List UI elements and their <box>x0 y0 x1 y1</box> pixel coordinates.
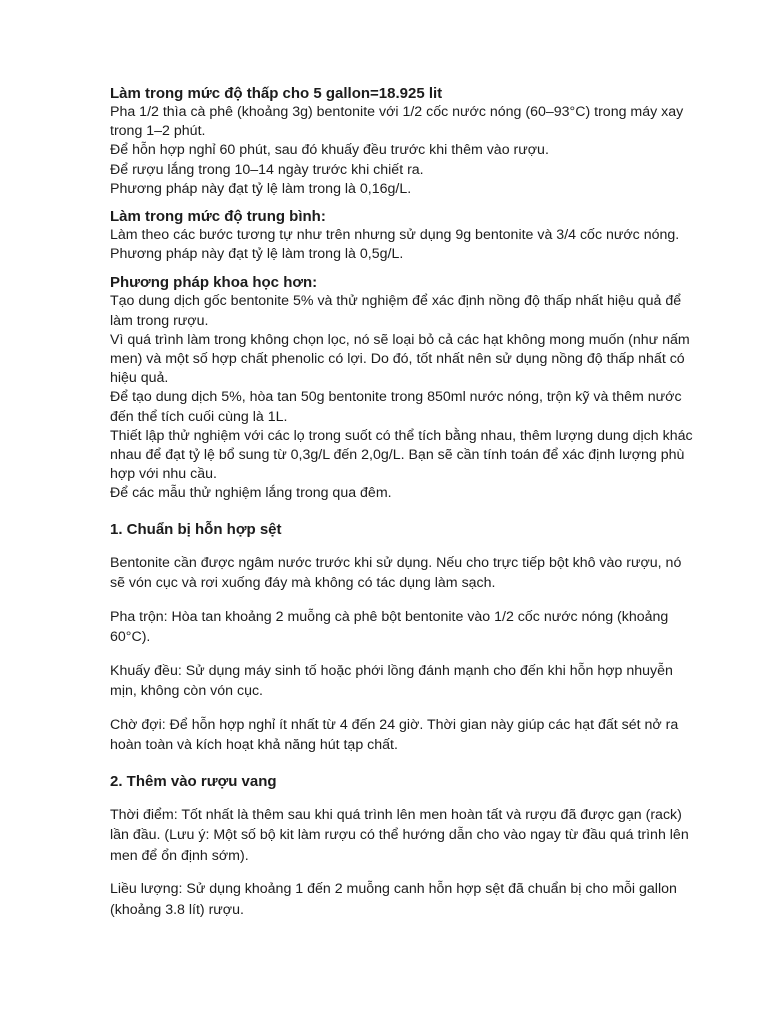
section-low-clarification <box>110 84 700 199</box>
document-page <box>110 84 700 920</box>
paragraph: Vì quá trình làm trong không chọn lọc, nó sẽ loại bỏ cả các hạt không mong muốn (như nấm men) và một số hợp chất phenolic có lợi. Do đó, tốt nhất nên sử dụng nồng độ thấp nhất có hiệu quả. <box>110 331 690 387</box>
paragraph: Để tạo dung dịch 5%, hòa tan 50g bentonite trong 850ml nước nóng, trộn kỹ và thêm nước đến thể tích cuối cùng là 1L. <box>110 389 682 425</box>
paragraph: Pha trộn: Hòa tan khoảng 2 muỗng cà phê bột bentonite vào 1/2 cốc nước nóng (khoảng 60°C). <box>110 608 669 646</box>
section-heading: Làm trong mức độ thấp cho 5 gallon=18.925 lit <box>110 85 443 102</box>
paragraph: Làm theo các bước tương tự như trên nhưng sử dụng 9g bentonite và 3/4 cốc nước nóng. <box>110 227 680 244</box>
section-prepare-slurry <box>110 520 700 756</box>
paragraph: Phương pháp này đạt tỷ lệ làm trong là 0,16g/L. <box>110 180 412 197</box>
paragraph: Pha 1/2 thìa cà phê (khoảng 3g) bentonite với 1/2 cốc nước nóng (60–93°C) trong máy xay trong 1–2 phút. <box>110 104 684 140</box>
section-medium-clarification <box>110 207 700 264</box>
paragraph: Phương pháp này đạt tỷ lệ làm trong là 0,5g/L. <box>110 246 404 263</box>
section-heading: Phương pháp khoa học hơn: <box>110 274 318 292</box>
paragraph: Liều lượng: Sử dụng khoảng 1 đến 2 muỗng canh hỗn hợp sệt đã chuẩn bị cho mỗi gallon (khoảng 3.8 lít) rượu. <box>110 881 677 918</box>
paragraph: Để các mẫu thử nghiệm lắng trong qua đêm. <box>110 485 392 502</box>
section-scientific-method <box>110 273 700 503</box>
paragraph: Thời điểm: Tốt nhất là thêm sau khi quá trình lên men hoàn tất và rượu đã được gạn (rack) lần đầu. (Lưu ý: Một số bộ kit làm rượu có thể hướng dẫn cho vào ngay từ đầu quá trình lên men để ổn định sớm). <box>110 806 689 864</box>
paragraph: Bentonite cần được ngâm nước trước khi sử dụng. Nếu cho trực tiếp bột khô vào rượu, nó sẽ vón cục và rơi xuống đáy mà không có tác dụng làm sạch. <box>110 554 682 592</box>
paragraph: Chờ đợi: Để hỗn hợp nghỉ ít nhất từ 4 đến 24 giờ. Thời gian này giúp các hạt đất sét nở ra hoàn toàn và kích hoạt khả năng hút tạp chất. <box>110 716 679 754</box>
section-heading: Làm trong mức độ trung bình: <box>110 208 326 226</box>
section-heading: 1. Chuẩn bị hỗn hợp sệt <box>110 520 282 538</box>
section-add-to-wine <box>110 772 700 921</box>
paragraph: Để rượu lắng trong 10–14 ngày trước khi chiết ra. <box>110 161 424 178</box>
paragraph: Thiết lập thử nghiệm với các lọ trong suốt có thể tích bằng nhau, thêm lượng dung dịch khác nhau để đạt tỷ lệ bổ sung từ 0,3g/L đến 2,0g/L. Bạn sẽ cần tính toán để xác định lượng phù hợp với nhu cầu. <box>110 427 693 483</box>
section-heading: 2. Thêm vào rượu vang <box>110 772 277 790</box>
paragraph: Tạo dung dịch gốc bentonite 5% và thử nghiệm để xác định nồng độ thấp nhất hiệu quả để làm trong rượu. <box>110 293 682 329</box>
paragraph: Khuấy đều: Sử dụng máy sinh tố hoặc phới lồng đánh mạnh cho đến khi hỗn hợp nhuyễn mịn, không còn vón cục. <box>110 662 673 700</box>
paragraph: Để hỗn hợp nghỉ 60 phút, sau đó khuấy đều trước khi thêm vào rượu. <box>110 142 549 159</box>
